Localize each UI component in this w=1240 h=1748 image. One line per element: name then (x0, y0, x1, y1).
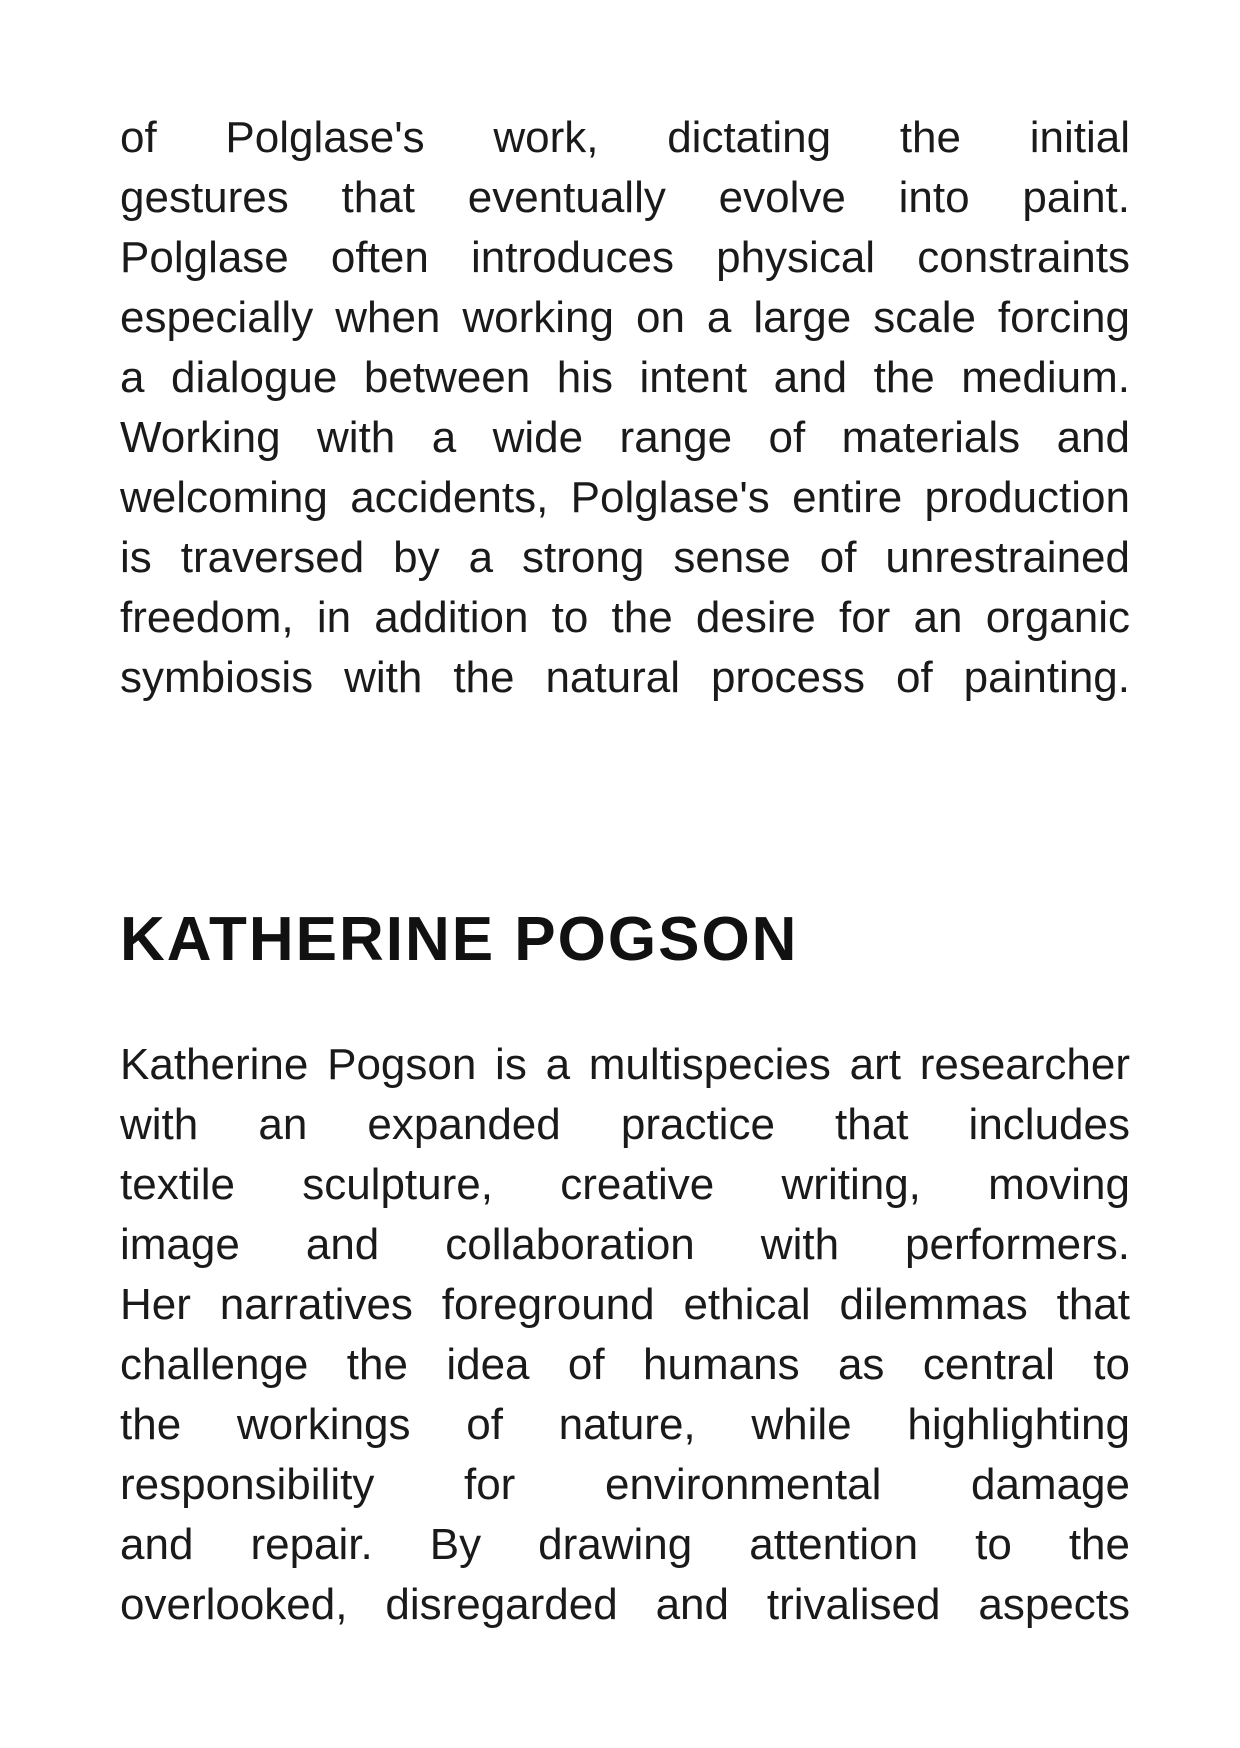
text-line: Polglase often introduces physical constraints (120, 233, 1130, 282)
text-line: symbiosis with the natural process of painting. (120, 653, 1130, 702)
text-line: overlooked, disregarded and trivalised aspects (120, 1580, 1130, 1629)
text-line: the workings of nature, while highlighting (120, 1400, 1130, 1449)
text-line: responsibility for environmental damage (120, 1460, 1130, 1509)
section-heading: KATHERINE POGSON (120, 905, 799, 974)
text-line: gestures that eventually evolve into paint. (120, 173, 1130, 222)
text-line: a dialogue between his intent and the medium. (120, 353, 1130, 402)
paragraph-text (120, 1035, 1130, 1635)
text-line: Working with a wide range of materials and (120, 413, 1130, 462)
text-line: freedom, in addition to the desire for an organic (120, 593, 1130, 642)
paragraph-text (120, 108, 1130, 708)
text-line: welcoming accidents, Polglase's entire production (120, 473, 1130, 522)
text-line: image and collaboration with performers. (120, 1220, 1130, 1269)
text-line: with an expanded practice that includes (120, 1100, 1130, 1149)
text-line: Katherine Pogson is a multispecies art researcher (120, 1040, 1130, 1089)
text-line: of Polglase's work, dictating the initial (120, 113, 1130, 162)
text-line: especially when working on a large scale forcing (120, 293, 1130, 342)
text-line: challenge the idea of humans as central to (120, 1340, 1130, 1389)
intro-paragraph (120, 108, 1130, 708)
bio-paragraph (120, 1035, 1130, 1635)
text-line: and repair. By drawing attention to the (120, 1520, 1130, 1569)
text-line: Her narratives foreground ethical dilemmas that (120, 1280, 1130, 1329)
text-line: is traversed by a strong sense of unrestrained (120, 533, 1130, 582)
text-line: textile sculpture, creative writing, moving (120, 1160, 1130, 1209)
